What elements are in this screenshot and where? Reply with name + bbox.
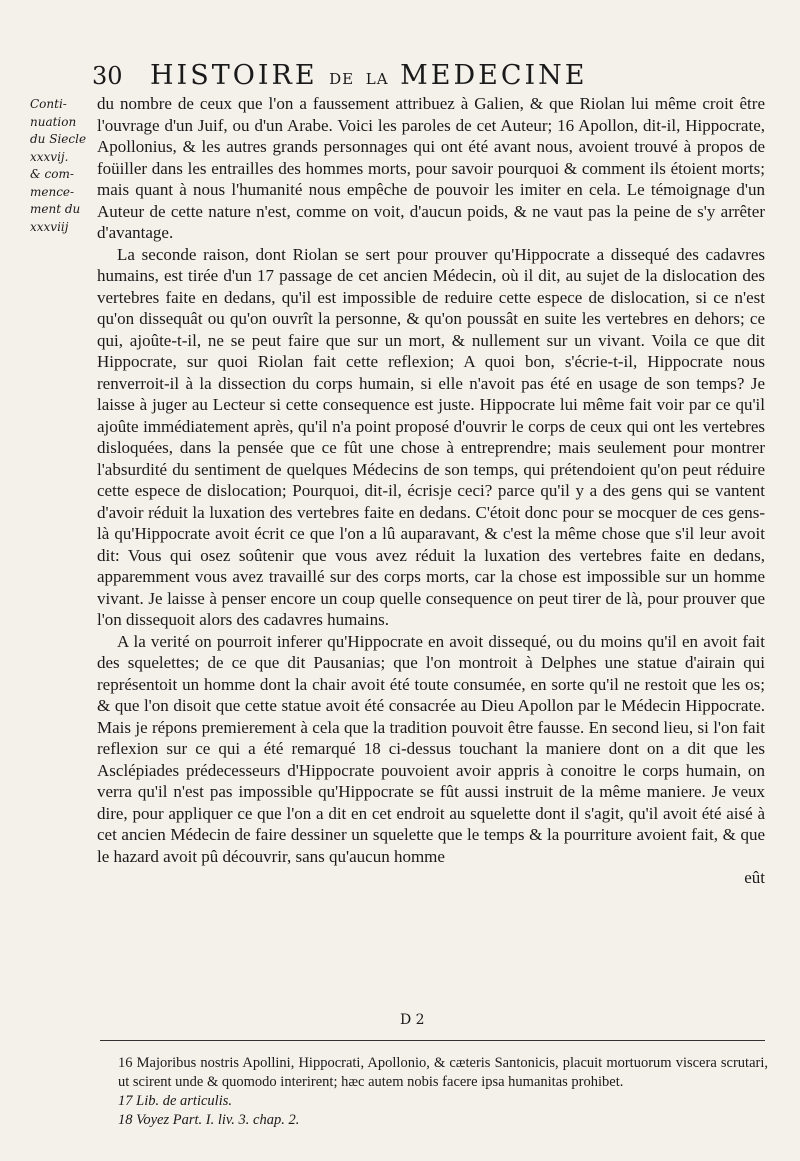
running-header (92, 60, 712, 94)
running-title (150, 60, 588, 91)
margin-note-line: xxxviij (30, 219, 69, 234)
footnote-16: 16 Majoribus nostris Apollini, Hippocrati, Apollonio, & cæteris Santonicis, placuit mortuorum viscera scrutari, ut scirent unde & quomodo interirent; hæc autem nobis facere ipsa humanitas prohibet. (118, 1055, 768, 1090)
footnote-18: 18 Voyez Part. I. liv. 3. chap. 2. (118, 1112, 300, 1128)
title-word-medecine: MEDECINE (400, 60, 588, 91)
title-word-de: DE (329, 70, 355, 88)
footnote-rule (100, 1040, 765, 1041)
margin-note-line: xxxvij. (30, 149, 69, 164)
margin-note (30, 96, 94, 236)
margin-note-line: & com- (30, 167, 74, 181)
footnotes (118, 1054, 768, 1130)
page-number: 30 (92, 62, 123, 90)
paragraph-3: A la verité on pourroit inferer qu'Hippocrate en avoit dissequé, ou du moins qu'il en avoit fait des squelettes; de ce que dit Pausanias; que l'on montroit à Delphes une statue d'airain qui représentoit un homme dont la chair avoit été toute consumée, en sorte qu'il ne restoit que les os; & que l'on disoit que cette statue avoit été consacrée au Dieu Apollon par le Médecin Hippocrate. Mais je répons premierement à cela que la tradition pouvoit être fausse. En second lieu, si l'on fait reflexion sur ce qui a été remarqué 18 ci-dessus touchant la maniere dont on a dit que les Asclépiades prédecesseurs d'Hippocrate pouvoient avoir appris à conoitre le corps humain, on verra qu'il n'est pas impossible qu'Hippocrate se fût aussi instruit de la même maniere. Je veux dire, pour appliquer ce que l'on a dit en cet endroit au squelette dont il s'agit, qu'il avoit été aisé à cet ancien Médecin de faire dessiner un squelette que le temps & la pourriture avoient fait, & que le hazard avoit pû découvrir, sans qu'aucun homme (97, 631, 765, 866)
footnote-17: 17 Lib. de articulis. (118, 1093, 232, 1109)
title-word-histoire: HISTOIRE (150, 60, 318, 91)
margin-note-line: Conti- (30, 97, 67, 111)
margin-note-line: du Siecle (30, 132, 87, 146)
margin-note-line: ment du (30, 202, 81, 216)
paragraph-1: du nombre de ceux que l'on a faussement attribuez à Galien, & que Riolan lui même croit être l'ouvrage d'un Juif, ou d'un Arabe. Voici les paroles de cet Auteur; 16 Apollon, dit-il, Hippocrate, Apollonius, & les autres grands personnages qui ont été avant nous, avoient trouvé à propos de foüiller dans les entrailles des hommes morts, pour savoir pourquoi & comment ils étoient morts; mais quant à nous l'humanité nous empêche de pouvoir les imiter en cela. Le témoignage d'un Auteur de cette nature n'est, comme on voit, d'aucun poids, & ne vaut pas la peine de s'y arrêter d'avantage. (97, 94, 765, 242)
title-word-la: LA (365, 70, 389, 88)
body-text (97, 93, 765, 889)
signature-mark: D 2 (400, 1012, 425, 1028)
margin-note-line: nuation (30, 114, 77, 129)
paragraph-2: La seconde raison, dont Riolan se sert pour prouver qu'Hippocrate a dissequé des cadavres humains, est tirée d'un 17 passage de cet ancien Médecin, où il dit, au sujet de la dislocation des vertebres faite en dedans, qu'il est impossible de reduire cette espece de dislocation, si ce n'est qu'on dissequât ou qu'on ouvrît la personne, & qu'on poussât en suite les vertebres en dehors; ce qui, ajoûte-t-il, ne se peut faire que sur un mort, & nullement sur un vivant. Voila ce que dit Hippocrate, sur quoi Riolan fait cette reflexion; A quoi bon, s'écrie-t-il, Hippocrate nous renverroit-il à la dissection du corps humain, si elle n'avoit pas été en usage de son temps? Je laisse à juger au Lecteur si cette consequence est juste. Hippocrate lui même fait voir par ce qu'il ajoûte immédiatement après, qu'il n'a point proposé d'ouvrir le corps de ceux qui ont les vertebres disloquées, dans la pensée que ce fût une chose à entreprendre; mais seulement pour montrer l'absurdité du sentiment de quelques Médecins de son temps, qui prétendoient qu'on peut réduire cette espece de dislocation; Pourquoi, dit-il, écrisje ceci? parce qu'il y a des gens qui se vantent d'avoir réduit la luxation des vertebres faite en dedans. C'étoit donc pour se mocquer de ces gens-là qu'Hippocrate avoit écrit ce que l'on a lû auparavant, & c'est la même chose que s'il leur avoit dit: Vous qui osez soûtenir que vous avez réduit la luxation des vertebres faite en dedans, apparemment vous avez travaillé sur des corps morts, car la chose est impossible sur un homme vivant. Je laisse à penser encore un coup quelle consequence on peut tirer de là, pour prouver que l'on dissequoit alors des cadavres humains. (97, 244, 765, 629)
margin-note-line: mence- (30, 184, 75, 199)
catchword: eût (744, 868, 765, 887)
